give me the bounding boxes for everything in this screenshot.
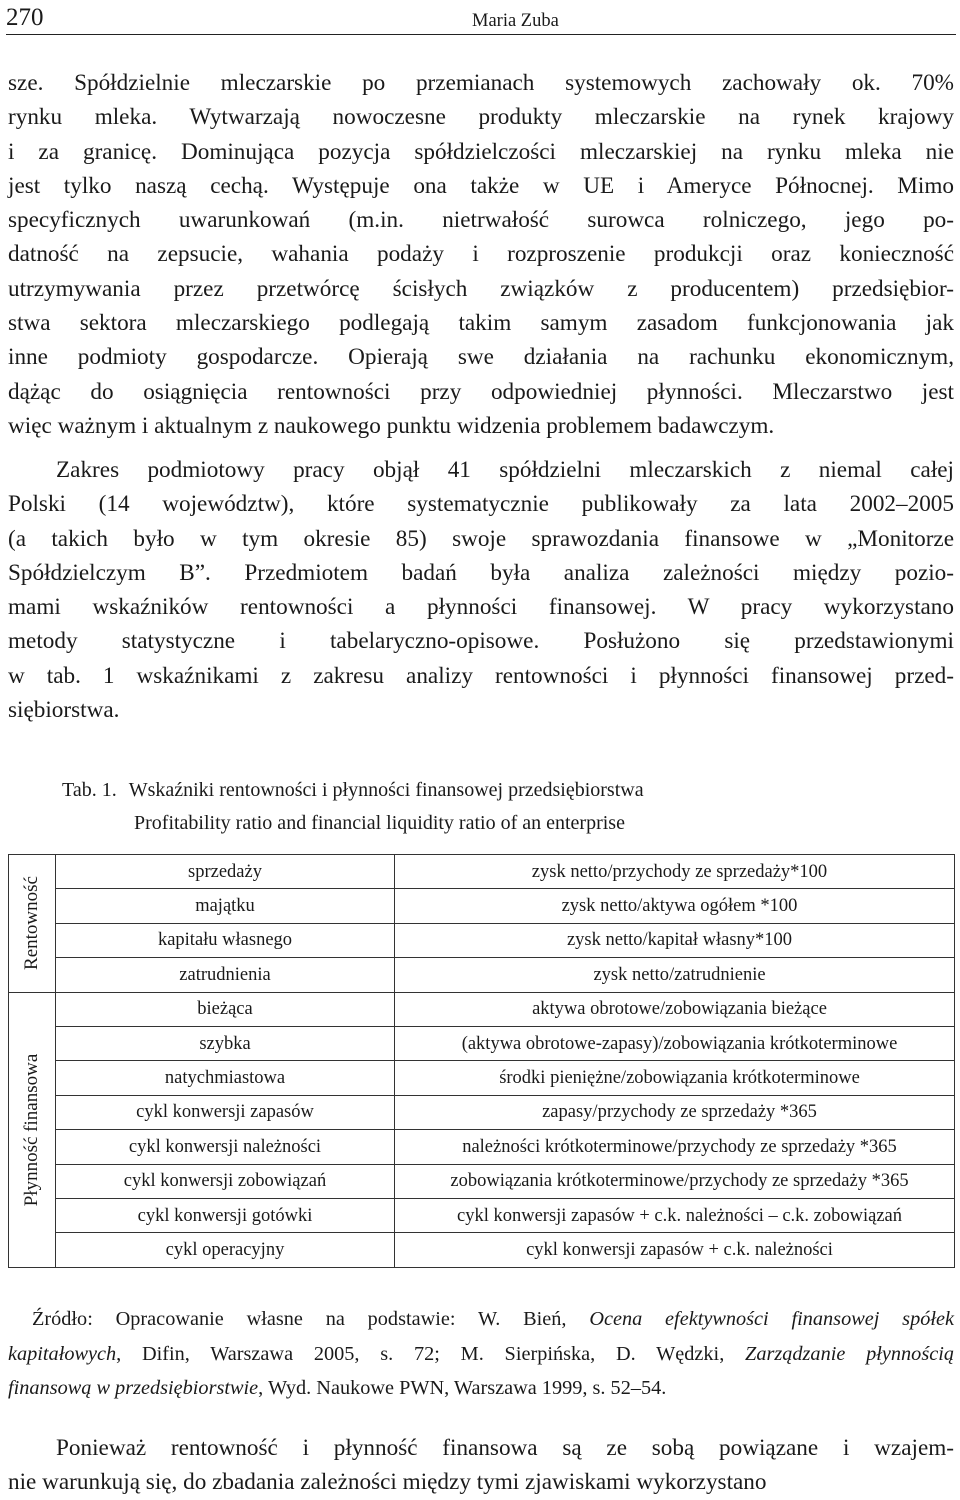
text-line: nie warunkują się, do zbadania zależności między tymi zjawiskami wykorzystano bbox=[8, 1469, 767, 1496]
text-line: datność na zepsucie, wahania podaży i rozproszenie produkcji oraz konieczność bbox=[8, 241, 954, 268]
ratio-name: natychmiastowa bbox=[56, 1061, 395, 1095]
text-line: więc ważnym i aktualnym z naukowego punktu widzenia problemem badawczym. bbox=[8, 412, 775, 439]
source-line bbox=[8, 1302, 954, 1337]
running-head-author: Maria Zuba bbox=[472, 11, 559, 31]
ratio-formula: cykl konwersji zapasów + c.k. należności bbox=[395, 1233, 955, 1267]
table-row bbox=[9, 992, 955, 1026]
text-line: w tab. 1 wskaźnikami z zakresu analizy rentowności i płynności finansowej przed- bbox=[8, 662, 954, 689]
text-line: (a takich było w tym okresie 85) swoje sprawozdania finansowe w „Monitorze bbox=[8, 525, 954, 552]
source-title-italic: kapitałowych bbox=[8, 1342, 117, 1365]
ratio-name: szybka bbox=[56, 1026, 395, 1060]
text-line: i za granicę. Dominująca pozycja spółdzielczości mleczarskiej na rynku mleka nie bbox=[8, 138, 954, 165]
text-line: Ponieważ rentowność i płynność finansowa są ze sobą powiązane i wzajem- bbox=[56, 1435, 954, 1461]
ratio-formula: zobowiązania krótkoterminowe/przychody ze sprzedaży *365 bbox=[395, 1164, 955, 1198]
ratio-name: majątku bbox=[56, 889, 395, 923]
source-title-italic: Zarządzanie płynnością bbox=[745, 1342, 954, 1365]
row-group-label bbox=[9, 855, 56, 993]
table-row bbox=[9, 1130, 955, 1164]
table-title-en: Profitability ratio and financial liquidity ratio of an enterprise bbox=[134, 812, 625, 834]
ratio-name: bieżąca bbox=[56, 992, 395, 1026]
ratio-formula: zysk netto/kapitał własny*100 bbox=[395, 923, 955, 957]
text-line: jest tylko naszą cechą. Występuje ona także w UE i Ameryce Północnej. Mimo bbox=[8, 172, 954, 199]
ratio-name: zatrudnienia bbox=[56, 958, 395, 992]
text-line: Spółdzielczym B”. Przedmiotem badań była analiza zależności między pozio- bbox=[8, 559, 954, 586]
table-label: Tab. 1. bbox=[62, 779, 117, 801]
ratio-formula: zysk netto/aktywa ogółem *100 bbox=[395, 889, 955, 923]
ratio-formula: (aktywa obrotowe-zapasy)/zobowiązania krótkoterminowe bbox=[395, 1026, 955, 1060]
ratio-formula: środki pieniężne/zobowiązania krótkoterminowe bbox=[395, 1061, 955, 1095]
ratio-name: kapitału własnego bbox=[56, 923, 395, 957]
ratio-formula: aktywa obrotowe/zobowiązania bieżące bbox=[395, 992, 955, 1026]
table-row bbox=[9, 889, 955, 923]
page-header bbox=[6, 4, 956, 35]
text-line: specyficznych uwarunkowań (m.in. nietrwałość surowca rolniczego, jego po- bbox=[8, 207, 954, 234]
ratio-formula: zapasy/przychody ze sprzedaży *365 bbox=[395, 1095, 955, 1129]
paragraph-3 bbox=[8, 1431, 954, 1500]
table-row bbox=[9, 1198, 955, 1232]
source-title-italic: Ocena efektywności finansowej spółek bbox=[589, 1308, 954, 1330]
ratio-name: sprzedaży bbox=[56, 855, 395, 889]
paragraph-1 bbox=[8, 66, 954, 443]
table-row bbox=[9, 923, 955, 957]
source-text: , Difin, Warszawa 2005, s. 72; M. Sierpińska, D. Wędzki, bbox=[116, 1342, 746, 1365]
text-line: sze. Spółdzielnie mleczarskie po przemianach systemowych zachowały ok. 70% bbox=[8, 70, 954, 96]
ratio-formula: zysk netto/przychody ze sprzedaży*100 bbox=[395, 855, 955, 889]
table-row bbox=[9, 1026, 955, 1060]
ratio-formula: należności krótkoterminowe/przychody ze sprzedaży *365 bbox=[395, 1130, 955, 1164]
source-text: , Wyd. Naukowe PWN, Warszawa 1999, s. 52–54. bbox=[258, 1377, 667, 1399]
text-line: utrzymywania przez przetwórcę ścisłych związków z producentem) przedsiębior- bbox=[8, 275, 954, 302]
group-label-text: Płynność finansowa bbox=[21, 1053, 42, 1206]
row-group-label bbox=[9, 992, 56, 1267]
paragraph-2 bbox=[8, 453, 954, 727]
text-line: siębiorstwa. bbox=[8, 697, 120, 724]
ratio-name: cykl konwersji gotówki bbox=[56, 1198, 395, 1232]
source-note bbox=[8, 1302, 954, 1406]
ratio-name: cykl operacyjny bbox=[56, 1233, 395, 1267]
text-line: Polski (14 województw), które systematycznie publikowały za lata 2002–2005 bbox=[8, 491, 954, 518]
text-line: stwa sektora mleczarskiego podlegają takim samym zasadom funkcjonowania jak bbox=[8, 310, 954, 337]
source-line bbox=[8, 1337, 954, 1372]
page-number: 270 bbox=[6, 4, 44, 31]
table-title-pl: Wskaźniki rentowności i płynności finansowej przedsiębiorstwa bbox=[128, 779, 644, 801]
text-line: mami wskaźników rentowności a płynności finansowej. W pracy wykorzystano bbox=[8, 594, 954, 621]
text-line: Zakres podmiotowy pracy objął 41 spółdzielni mleczarskich z niemal całej bbox=[56, 457, 954, 483]
table-caption bbox=[62, 774, 656, 840]
table-row bbox=[9, 855, 955, 889]
table-row bbox=[9, 1095, 955, 1129]
source-text: Źródło: Opracowanie własne na podstawie: W. Bień, bbox=[32, 1308, 590, 1330]
ratios-table bbox=[8, 854, 955, 1268]
ratio-name: cykl konwersji zapasów bbox=[56, 1095, 395, 1129]
table-row bbox=[9, 1164, 955, 1198]
table-row bbox=[9, 958, 955, 992]
text-line: metody statystyczne i tabelaryczno-opisowe. Posłużono się przedstawionymi bbox=[8, 628, 954, 655]
ratio-formula: zysk netto/zatrudnienie bbox=[395, 958, 955, 992]
source-line bbox=[8, 1371, 954, 1406]
ratio-name: cykl konwersji zobowiązań bbox=[56, 1164, 395, 1198]
ratio-name: cykl konwersji należności bbox=[56, 1130, 395, 1164]
text-line: dążąc do osiągnięcia rentowności przy odpowiedniej płynności. Mleczarstwo jest bbox=[8, 378, 954, 405]
group-label-text: Rentowność bbox=[21, 876, 42, 971]
table-row bbox=[9, 1233, 955, 1267]
text-line: inne podmioty gospodarcze. Opierają swe działania na rachunku ekonomicznym, bbox=[8, 344, 954, 371]
source-title-italic: finansową w przedsiębiorstwie bbox=[8, 1377, 259, 1399]
ratio-formula: cykl konwersji zapasów + c.k. należności – c.k. zobowiązań bbox=[395, 1198, 955, 1232]
text-line: rynku mleka. Wytwarzają nowoczesne produkty mleczarskie na rynek krajowy bbox=[8, 104, 954, 131]
table-row bbox=[9, 1061, 955, 1095]
